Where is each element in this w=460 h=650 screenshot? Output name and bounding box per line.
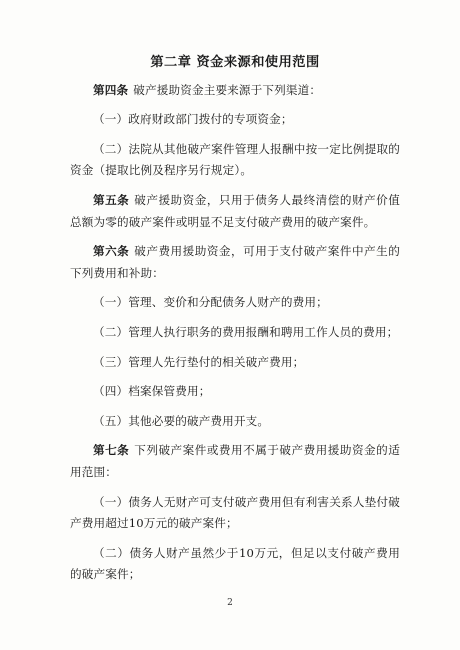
list-item [70, 109, 400, 131]
list-item [70, 381, 400, 403]
article-number: 第六条 [93, 244, 130, 259]
paragraph-article-6 [70, 241, 400, 284]
paragraph-text: （四）档案保管费用； [93, 384, 211, 399]
paragraph-text: 破产援助资金主要来源于下列渠道： [133, 82, 322, 97]
paragraph-text: 破产费用援助资金，可用于支付破产案件中产生的下列费用和补助： [70, 244, 400, 280]
paragraph-article-7 [70, 440, 400, 483]
list-item [70, 411, 400, 433]
document-body [70, 52, 400, 594]
list-item [70, 139, 400, 182]
paragraph-text: （二）债务人财产虽然少于10万元，但足以支付破产费用的破产案件； [70, 545, 400, 582]
list-item [70, 292, 400, 314]
paragraph-text: 破产援助资金，只用于债务人最终清偿的财产价值总额为零的破产案件或明显不足支付破产费用的破产案件。 [70, 192, 400, 229]
paragraph-text: 下列破产案件或费用不属于破产费用援助资金的适用范围： [70, 443, 400, 479]
paragraph-article-5 [70, 190, 400, 233]
paragraph-text: （五）其他必要的破产费用开支。 [93, 413, 270, 428]
list-item [70, 322, 400, 344]
list-item [70, 492, 400, 535]
list-item [70, 352, 400, 374]
paragraph-text: （二）管理人执行职务的费用报酬和聘用工作人员的费用； [93, 324, 399, 339]
paragraph-article-4 [70, 80, 400, 102]
paragraph-text: （一）债务人无财产可支付破产费用但有利害关系人垫付破产费用超过10万元的破产案件； [70, 494, 400, 531]
paragraph-text: （一）管理、变价和分配债务人财产的费用； [93, 295, 328, 310]
article-number: 第四条 [93, 82, 129, 97]
article-number: 第五条 [93, 192, 130, 207]
paragraph-text: （三）管理人先行垫付的相关破产费用； [93, 354, 305, 369]
paragraph-text: （一）政府财政部门拨付的专项资金； [93, 112, 293, 127]
chapter-title: 第二章 资金来源和使用范围 [150, 55, 320, 70]
paragraph-text: （二）法院从其他破产案件管理人报酬中按一定比例提取的资金（提取比例及程序另行规定）。 [70, 141, 400, 178]
list-item [70, 543, 400, 586]
article-number: 第七条 [93, 443, 130, 458]
page-number: 2 [227, 598, 233, 608]
